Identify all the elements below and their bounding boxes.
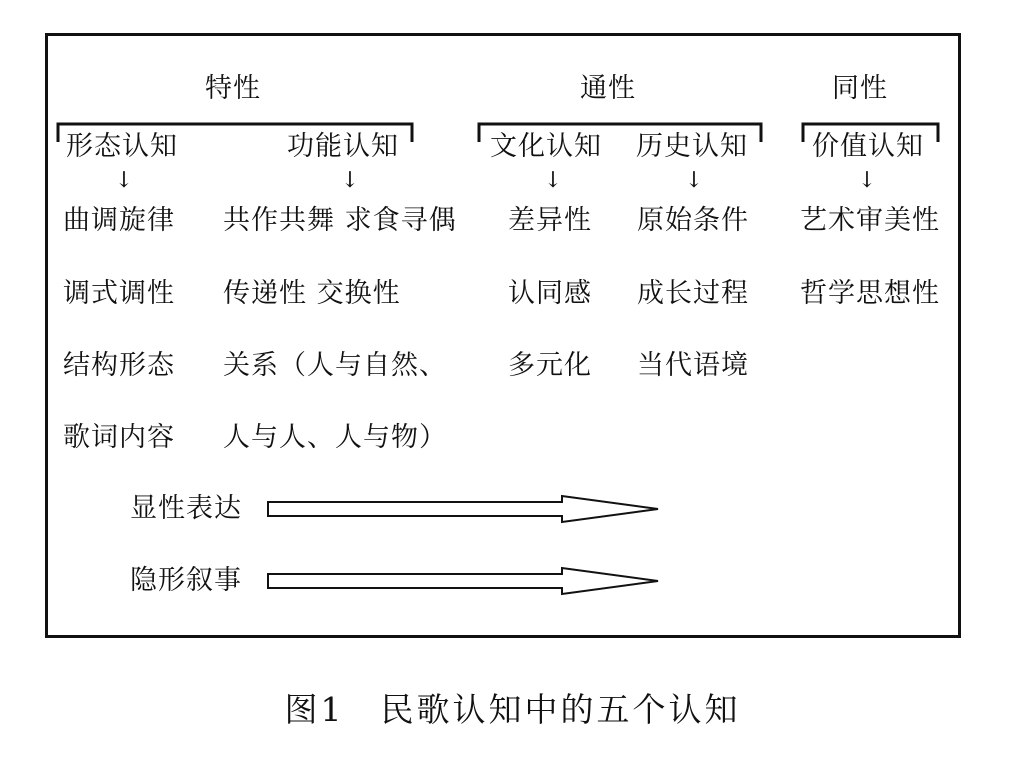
- cognition-lishi: 历史认知: [636, 131, 748, 162]
- down-arrow-icon: ↓: [114, 168, 134, 193]
- flow-arrow-explicit: [268, 496, 658, 522]
- jiazhi-item: 艺术审美性: [800, 205, 940, 236]
- xingtai-item: 调式调性: [63, 278, 175, 309]
- jiazhi-item: 哲学思想性: [800, 278, 940, 309]
- xingtai-item: 曲调旋律: [63, 205, 175, 236]
- gongneng-item: 共作共舞 求食寻偶: [223, 205, 457, 236]
- down-arrow-icon: ↓: [543, 168, 563, 193]
- lishi-item: 成长过程: [637, 278, 749, 309]
- group-label-tese: 特性: [205, 73, 261, 104]
- wenhua-item: 认同感: [508, 278, 592, 309]
- lishi-item: 原始条件: [637, 205, 749, 236]
- cognition-wenhua: 文化认知: [490, 131, 602, 162]
- down-arrow-icon: ↓: [857, 168, 877, 193]
- cognition-jiazhi: 价值认知: [812, 131, 924, 162]
- down-arrow-icon: ↓: [340, 168, 360, 193]
- xingtai-item: 歌词内容: [63, 422, 175, 453]
- lishi-item: 当代语境: [637, 350, 749, 381]
- xingtai-item: 结构形态: [63, 350, 175, 381]
- gongneng-item: 传递性 交换性: [223, 278, 401, 309]
- group-label-tongxing: 通性: [580, 73, 636, 104]
- flow-label-implicit: 隐形叙事: [130, 565, 242, 596]
- wenhua-item: 差异性: [508, 205, 592, 236]
- cognition-xingtai: 形态认知: [66, 131, 178, 162]
- cognition-gongneng: 功能认知: [287, 131, 399, 162]
- flow-arrow-implicit: [268, 568, 658, 594]
- group-label-tongxing2: 同性: [832, 73, 888, 104]
- gongneng-item: 关系（人与自然、: [223, 350, 447, 381]
- figure-caption: 图1 民歌认知中的五个认知: [284, 690, 741, 729]
- down-arrow-icon: ↓: [684, 168, 704, 193]
- gongneng-item: 人与人、人与物）: [223, 422, 447, 453]
- wenhua-item: 多元化: [508, 350, 592, 381]
- flow-label-explicit: 显性表达: [130, 493, 242, 524]
